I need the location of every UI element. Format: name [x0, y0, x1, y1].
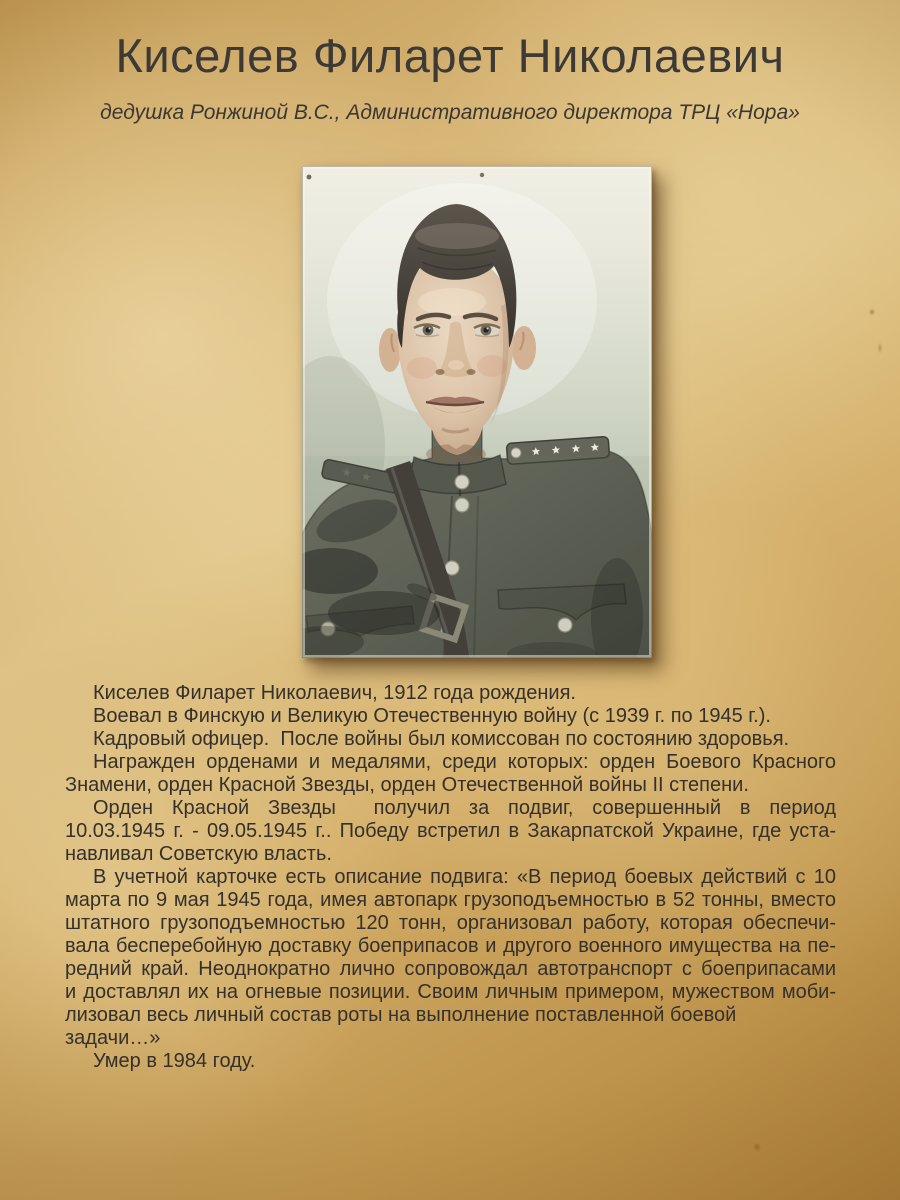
bio-line: Орден Красной Звезды получил за подвиг, совершенный в период: [93, 797, 836, 819]
page-subtitle: дедушка Ронжиной В.С., Административного директора ТРЦ «Нора»: [100, 101, 800, 124]
bio-line: Умер в 1984 году.: [93, 1050, 256, 1072]
bio-line: навливал Советскую власть.: [65, 843, 332, 865]
bio-line: редний край. Неоднократно лично сопровождал автотранспорт с боеприпасами: [65, 958, 836, 980]
bio-line: В учетной карточке есть описание подвига: «В период боевых действий с 10: [93, 866, 836, 888]
bio-line: лизовал весь личный состав роты на выполнение поставленной боевой задачи…»: [65, 1004, 737, 1049]
portrait-illustration: [302, 166, 652, 658]
bio-line: вала бесперебойную доставку боеприпасов и другого военного имущества на пе-: [65, 935, 836, 957]
bio-line: Воевал в Финскую и Великую Отечественную войну (с 1939 г. по 1945 г.).: [93, 705, 771, 727]
bio-line: Награжден орденами и медалями, среди которых: орден Боевого Красного: [93, 751, 836, 773]
bio-line: 10.03.1945 г. - 09.05.1945 г.. Победу встретил в Закарпатской Украине, где уста-: [65, 820, 836, 842]
bio-line: штатного грузоподъемностью 120 тонн, организовал работу, которая обеспечи-: [65, 912, 836, 934]
bio-line: марта по 9 мая 1945 года, имея автопарк грузоподъемностью в 52 тонны, вместо: [65, 889, 836, 911]
bio-line: Кадровый офицер. После войны был комиссован по состоянию здоровья.: [93, 728, 790, 750]
portrait-photo: [302, 166, 652, 658]
page-title: Киселев Филарет Николаевич: [115, 29, 785, 82]
bio-line: и доставлял их на огневые позиции. Своим личным примером, мужеством моби-: [65, 981, 836, 1003]
bio-line: Киселев Филарет Николаевич, 1912 года рождения.: [93, 682, 576, 704]
bio-line: Знамени, орден Красной Звезды, орден Отечественной войны II степени.: [65, 774, 749, 796]
biography-text: [65, 682, 836, 1073]
